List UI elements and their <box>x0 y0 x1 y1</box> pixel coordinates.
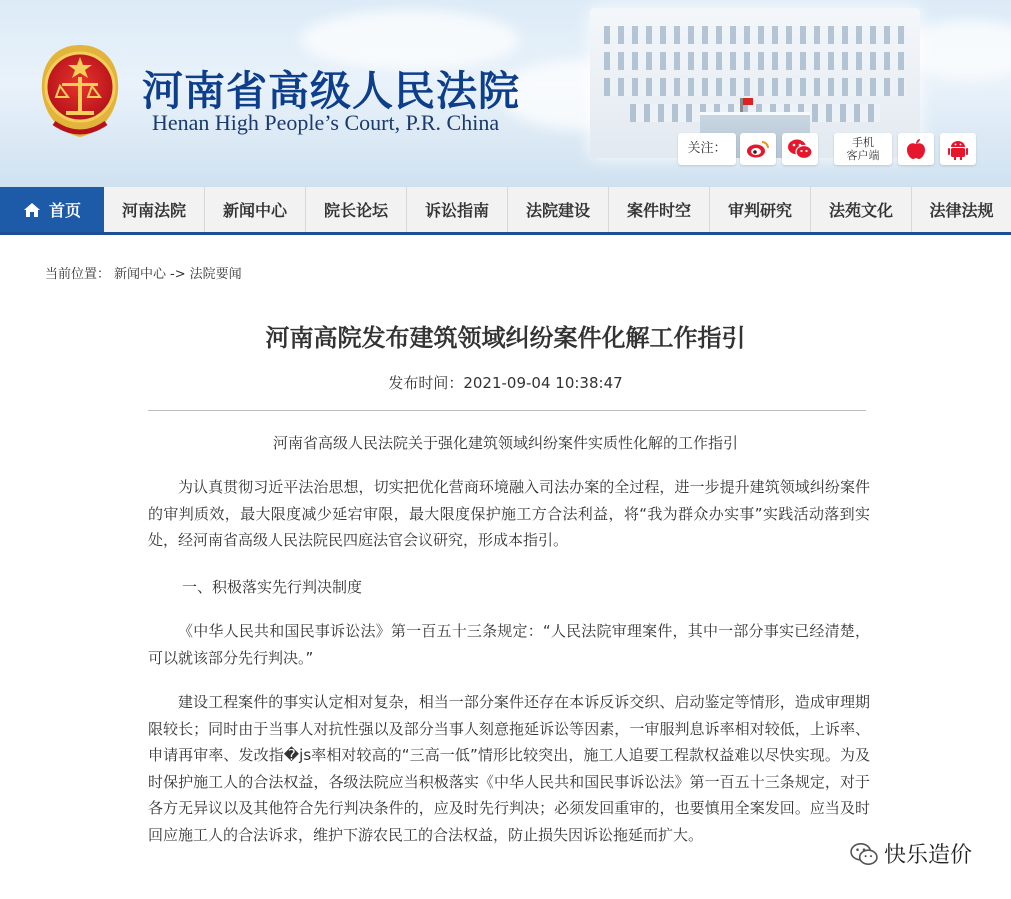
android-app-button[interactable] <box>940 133 976 165</box>
wechat-button[interactable] <box>782 133 818 165</box>
weibo-button[interactable] <box>740 133 776 165</box>
nav-item-laws-regulations[interactable]: 法律法规 <box>929 201 994 220</box>
header-banner <box>0 0 1011 187</box>
breadcrumb-label: 当前位置： <box>45 267 111 282</box>
watermark-text: 快乐造价 <box>884 843 973 868</box>
home-icon <box>23 202 41 218</box>
article-title: 河南高院发布建筑领域纠纷案件化解工作指引 <box>265 324 746 352</box>
android-icon <box>948 138 968 160</box>
follow-label: 关注： <box>678 133 736 165</box>
nav-item-news-center[interactable]: 新闻中心 <box>205 187 306 232</box>
main-nav <box>0 187 1011 235</box>
nav-item-trial-research[interactable]: 审判研究 <box>710 187 811 232</box>
breadcrumb-news-center[interactable]: 新闻中心 <box>114 267 167 282</box>
mobile-client-button[interactable] <box>834 133 892 165</box>
site-title-cn: 河南省高级人民法院 <box>142 67 520 115</box>
weibo-icon <box>746 139 770 159</box>
title-divider <box>148 410 866 411</box>
article-paragraph-2 <box>148 618 870 671</box>
breadcrumb-court-news[interactable]: 法院要闻 <box>189 267 242 282</box>
apple-icon <box>906 138 926 160</box>
nav-item-case-space[interactable]: 案件时空 <box>609 187 710 232</box>
article-paragraph-3 <box>148 689 870 848</box>
wechat-icon <box>787 138 813 160</box>
publish-time: 发布时间：2021-09-04 10:38:47 <box>388 374 623 392</box>
section-heading-1: 一、积极落实先行判决制度 <box>182 578 363 596</box>
wechat-watermark <box>846 836 976 871</box>
wechat-icon <box>850 842 878 866</box>
mobile-client-line2: 客户端 <box>846 149 880 162</box>
court-emblem-icon <box>36 41 124 141</box>
article-paragraph-1 <box>148 474 870 554</box>
paragraph-text: 为认真贯彻习近平法治思想，切实把优化营商环境融入司法办案的全过程，进一步提升建筑领域纠纷案件的审判质效，最大限度减少延宕审限，最大限度保护施工方合法利益，将“我为群众办实事”实践活动落到实处，经河南省高级人民法院民四庭法官会议研究，形成本指引。 <box>148 478 870 549</box>
nav-item-court-construction[interactable]: 法院建设 <box>508 187 609 232</box>
apple-app-button[interactable] <box>898 133 934 165</box>
article-subtitle: 河南省高级人民法院关于强化建筑领域纠纷案件实质性化解的工作指引 <box>272 434 738 452</box>
mobile-client-line1: 手机 <box>852 136 874 149</box>
breadcrumb-separator: -> <box>170 267 186 282</box>
nav-item-court-culture[interactable]: 法苑文化 <box>811 187 912 232</box>
site-title-en: Henan High People’s Court, P.R. China <box>152 110 500 135</box>
nav-item-henan-court[interactable]: 河南法院 <box>104 187 205 232</box>
nav-item-litigation-guide[interactable]: 诉讼指南 <box>407 187 508 232</box>
paragraph-text: 建设工程案件的事实认定相对复杂，相当一部分案件还存在本诉反诉交织、启动鉴定等情形，造成审理期限较长；同时由于当事人对抗性强以及部分当事人刻意拖延诉讼等因素，一审服判息诉率相对较低，上诉率、申请再审率、发改指�js率相对较高的“三高一低”情形比较突出，施工人追要工程款权益难以尽快实现。为及时保护施工人的合法权益，各级法院应当积极落实《中华人民共和国民事诉讼法》第一百五十三条规定，对于各方无异议以及其他符合先行判决条件的，应及时先行判决；必须发回重审的，也要慎用全案发回。应当及时回应施工人的合法诉求，维护下游农民工的合法权益，防止损失因诉讼拖延而扩大。 <box>148 693 870 844</box>
paragraph-text: 《中华人民共和国民事诉讼法》第一百五十三条规定：“人民法院审理案件，其中一部分事实已经清楚，可以就该部分先行判决。” <box>148 622 870 667</box>
nav-item-home[interactable] <box>0 187 104 232</box>
nav-home-label: 首页 <box>48 201 81 220</box>
breadcrumb <box>45 263 246 282</box>
nav-item-president-forum[interactable]: 院长论坛 <box>306 187 407 232</box>
